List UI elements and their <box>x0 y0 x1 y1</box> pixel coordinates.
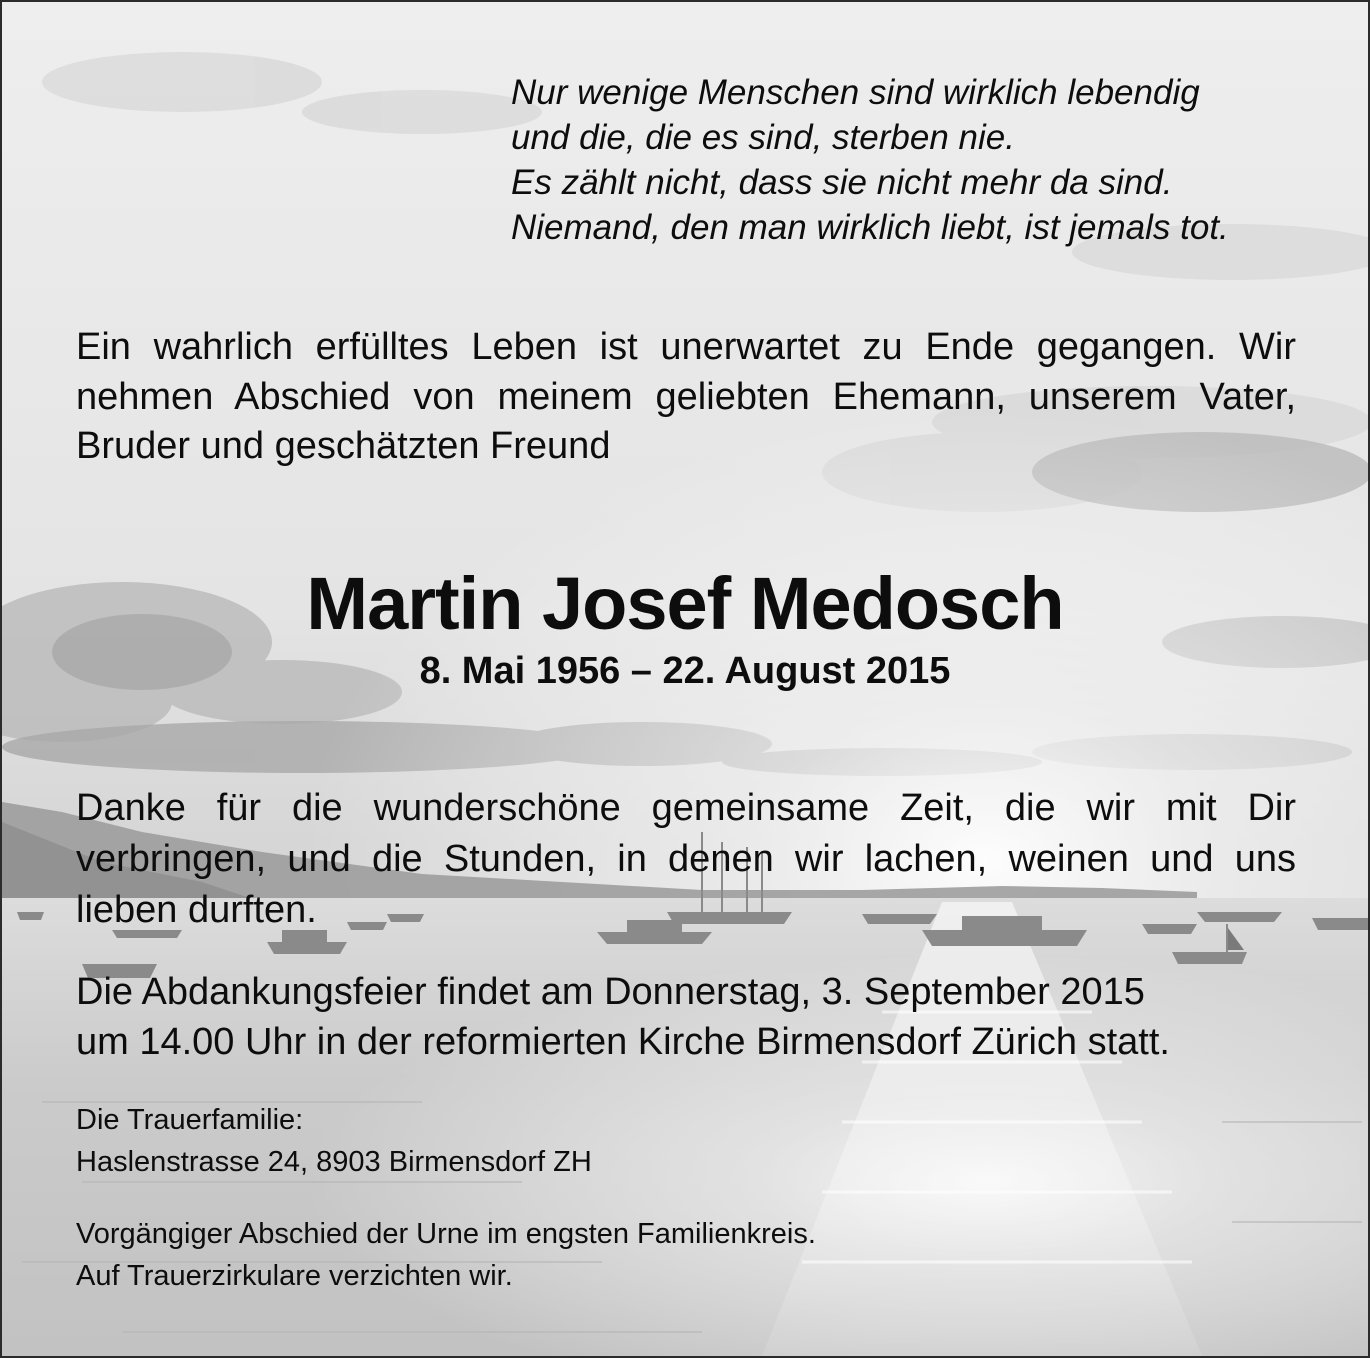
thanks-paragraph: Danke für die wunderschöne gemeinsame Zeit, die wir mit Dir verbringen, und die Stunden, in denen wir lachen, weinen und uns lieben durften. <box>76 787 1296 931</box>
family-address: Haslenstrasse 24, 8903 Birmensdorf ZH <box>76 1146 592 1178</box>
deceased-name: Martin Josef Medosch <box>306 562 1064 645</box>
memorial-poem <box>511 70 1331 250</box>
ceremony-line: um 14.00 Uhr in der reformierten Kirche Birmensdorf Zürich statt. <box>76 1021 1170 1063</box>
family-label: Die Trauerfamilie: <box>76 1104 304 1136</box>
notice-content <box>2 2 1368 1356</box>
poem-line: Es zählt nicht, dass sie nicht mehr da sind. <box>511 163 1173 202</box>
poem-line: Niemand, den man wirklich liebt, ist jemals tot. <box>511 208 1229 247</box>
intro-paragraph: Ein wahrlich erfülltes Leben ist unerwartet zu Ende gegangen. Wir nehmen Abschied von meinem geliebten Ehemann, unserem Vater, Bruder und geschätzten Freund <box>76 326 1296 467</box>
life-dates: 8. Mai 1956 – 22. August 2015 <box>419 650 951 692</box>
poem-line: und die, die es sind, sterben nie. <box>511 118 1015 157</box>
closing-line: Vorgängiger Abschied der Urne im engsten Familienkreis. <box>76 1218 816 1250</box>
ceremony-line: Die Abdankungsfeier findet am Donnerstag, 3. September 2015 <box>76 971 1145 1013</box>
closing-notes <box>76 1213 1076 1297</box>
poem-line: Nur wenige Menschen sind wirklich lebendig <box>511 73 1200 112</box>
family-contact <box>76 1099 1076 1183</box>
closing-line: Auf Trauerzirkulare verzichten wir. <box>76 1260 513 1292</box>
ceremony-announcement <box>76 967 1316 1067</box>
